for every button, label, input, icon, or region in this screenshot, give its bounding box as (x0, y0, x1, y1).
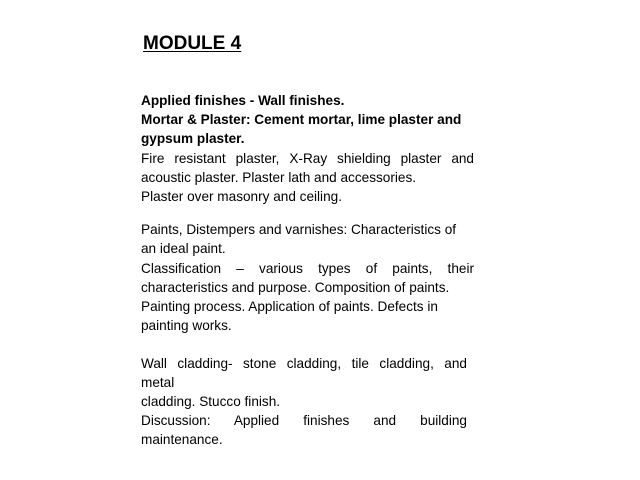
text-line: painting works. (141, 318, 232, 333)
text-line: Paints, Distempers and varnishes: Characteristics of (141, 222, 457, 237)
text-line: Wall cladding- stone cladding, tile cladding, and (141, 356, 467, 371)
text-line: acoustic plaster. Plaster lath and accessories. (141, 170, 417, 185)
module-title: MODULE 4 (143, 33, 242, 54)
text-line: characteristics and purpose. Composition of paints. (141, 280, 450, 295)
heading-mortar-plaster-cont: gypsum plaster. (141, 131, 245, 146)
text-line: Painting process. Application of paints. Defects in (141, 299, 438, 314)
text-line: maintenance. (141, 432, 223, 447)
text-line: Discussion: Applied finishes and building (141, 413, 467, 428)
text-line: an ideal paint. (141, 241, 226, 256)
text-line: Fire resistant plaster, X-Ray shielding plaster and (141, 151, 474, 166)
heading-wall-finishes: Applied finishes - Wall finishes. (141, 93, 345, 108)
text-line: cladding. Stucco finish. (141, 394, 281, 409)
text-line: metal (141, 375, 175, 390)
heading-mortar-plaster: Mortar & Plaster: Cement mortar, lime plaster and (141, 112, 462, 127)
text-line: Plaster over masonry and ceiling. (141, 189, 342, 204)
text-line: Classification – various types of paints, their (141, 261, 474, 276)
